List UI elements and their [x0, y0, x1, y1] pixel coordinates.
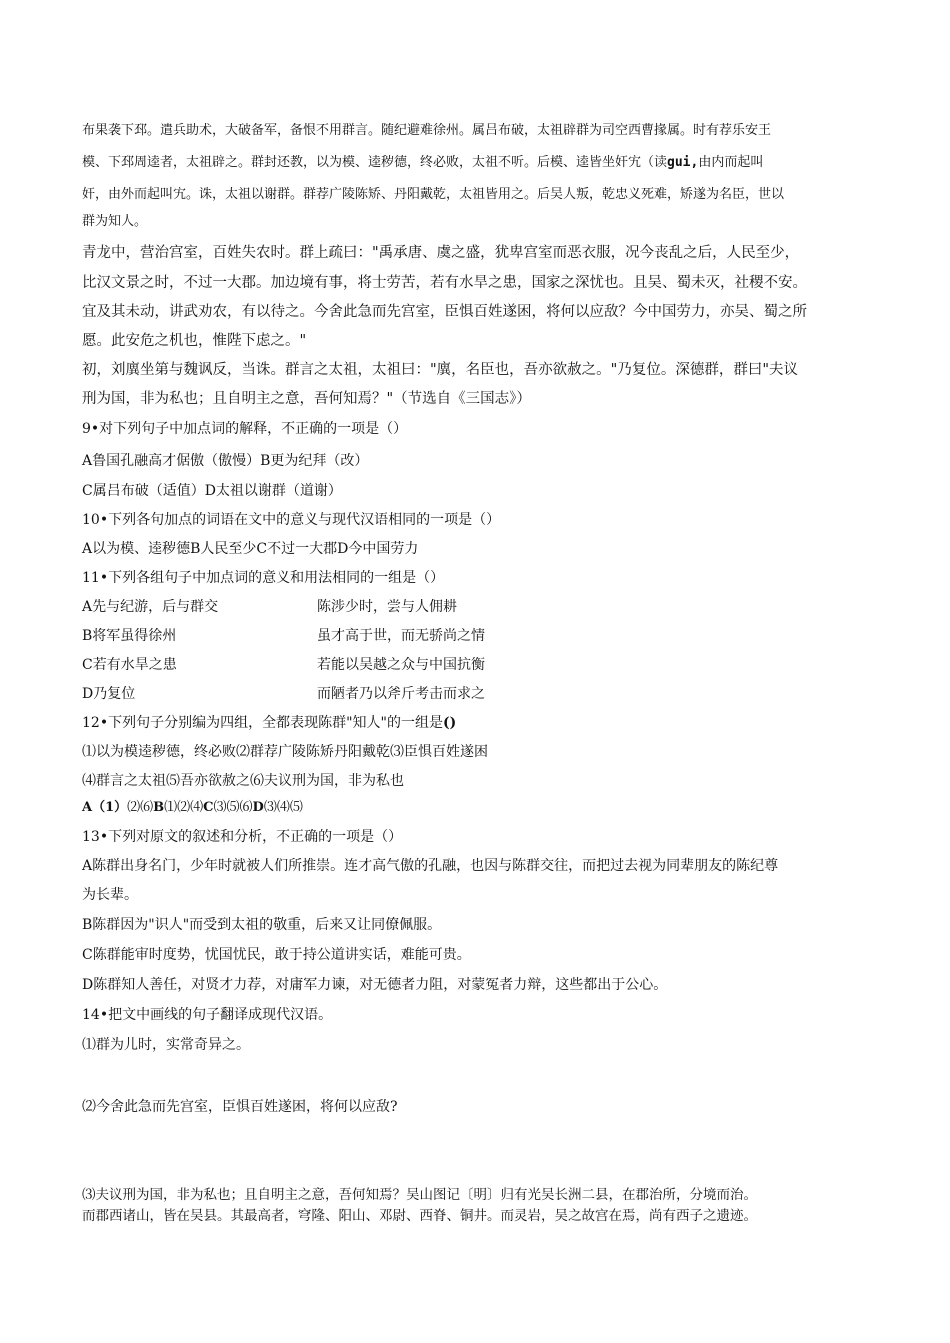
question-14-sentence-1: ⑴群为儿时，实常奇异之。 — [82, 1037, 250, 1053]
question-9-stem: 9•对下列句子中加点词的解释，不正确的一项是（） — [82, 421, 408, 437]
passage-line: 奸，由外而起叫宄。诛，太祖以谢群。群荐广陵陈矫、丹阳戴乾，太祖皆用之。后吴人叛，乾忠义死难，矫遂为名臣，世以 — [82, 187, 785, 202]
question-11-option-a-left: A先与纪游，后与群交 — [82, 599, 219, 615]
question-13-option-a: A陈群出身名门，少年时就被人们所推崇。连才高气傲的孔融，也因与陈群交往，而把过去视为同辈朋友的陈纪尊 — [82, 858, 779, 874]
passage-line: 布果袭下邳。遣兵助术，大破备军，备恨不用群言。随纪避难徐州。属吕布破，太祖辟群为司空西曹掾属。时有荐乐安王 — [82, 123, 772, 138]
question-12-answers: A（1）⑵⑹B⑴⑵⑷C⑶⑸⑹D⑶⑷⑸ — [82, 800, 303, 815]
question-14-stem: 14•把文中画线的句子翻译成现代汉语。 — [82, 1007, 333, 1023]
passage-line: 宜及其未动，讲武劝农，有以待之。今舍此急而先宫室，臣惧百姓遂困，将何以应敌？今中国劳力，亦吴、蜀之所 — [82, 304, 807, 320]
question-14-sentence-2: ⑵今舍此急而先宫室，臣惧百姓遂困，将何以应敌? — [82, 1099, 398, 1115]
passage-line: 初，刘廙坐第与魏讽反，当诛。群言之太祖，太祖曰："廙，名臣也，吾亦欲赦之。"乃复位。深德群，群曰"夫议 — [82, 362, 799, 378]
passage-wushan-line: 而郡西诸山，皆在吴县。其最高者，穹隆、阳山、邓尉、西脊、铜井。而灵岩，吴之故宫在焉，尚有西子之遗迹。 — [82, 1208, 757, 1224]
question-13-option-c: C陈群能审时度势，忧国忧民，敢于持公道讲实话，难能可贵。 — [82, 947, 471, 963]
question-12-items-2: ⑷群言之太祖⑸吾亦欲赦之⑹夫议刑为国，非为私也 — [82, 773, 404, 789]
passage-line: 愿。此安危之机也，惟陛下虑之。" — [82, 333, 307, 349]
question-13-option-b: B陈群因为"识人"而受到太祖的敬重，后来又让同僚佩服。 — [82, 917, 442, 933]
question-11-option-c-left: C若有水旱之患 — [82, 657, 177, 673]
passage-line: 青龙中，营治宫室，百姓失农时。群上疏曰："禹承唐、虞之盛，犹卑宫室而恶衣服，况今丧乱之后，人民至少， — [82, 245, 800, 261]
question-9-options-ab: A鲁国孔融高才倨傲（傲慢）B更为纪拜（改） — [82, 453, 369, 469]
question-11-option-b-left: B将军虽得徐州 — [82, 628, 177, 644]
question-10-stem: 10•下列各句加点的词语在文中的意义与现代汉语相同的一项是（） — [82, 512, 501, 528]
passage-line: 群为知人。 — [82, 214, 148, 229]
question-11-option-d-left: D乃复位 — [82, 686, 136, 702]
passage-line: 比汉文景之时，不过一大郡。加边境有事，将士劳苦，若有水旱之患，国家之深忧也。且吴、蜀未灭，社稷不安。 — [82, 275, 807, 291]
passage-line: 模、下邳周逵者，太祖辟之。群封还教，以为模、逵秽德，终必败，太祖不听。后模、逵皆坐奸宄（读gui,由内而起叫 — [82, 155, 764, 170]
question-11-option-a-right: 陈涉少时，尝与人佣耕 — [317, 599, 457, 615]
question-11-option-b-right: 虽才高于世，而无骄尚之情 — [317, 628, 485, 644]
question-10-options: A以为模、逵秽德B人民至少C不过一大郡D今中国劳力 — [82, 541, 419, 557]
question-13-option-d: D陈群知人善任，对贤才力荐，对庸军力谏，对无德者力阻，对蒙冤者力辩，这些都出于公心。 — [82, 977, 668, 993]
question-12-items-1: ⑴以为模逵秽德，终必败⑵群荐广陵陈矫丹阳戴乾⑶臣惧百姓遂困 — [82, 744, 488, 760]
question-11-option-c-right: 若能以吴越之众与中国抗衡 — [317, 657, 485, 673]
passage-line: 刑为国，非为私也；且自明主之意，吾何知焉？"（节选自《三国志》） — [82, 391, 531, 407]
question-11-option-d-right: 而陋者乃以斧斤考击而求之 — [317, 686, 485, 702]
question-13-option-a-cont: 为长辈。 — [82, 887, 138, 903]
question-14-sentence-3: ⑶夫议刑为国，非为私也；且自明主之意，吾何知焉？吴山图记〔明〕归有光吴长洲二县，在郡治所，分境而治。 — [82, 1187, 757, 1203]
question-11-stem: 11•下列各组句子中加点词的意义和用法相同的一组是（） — [82, 570, 445, 586]
question-9-options-cd: C属吕布破（适值）D太祖以谢群（道谢） — [82, 483, 342, 499]
question-12-stem: 12•下列句子分别编为四组，全都表现陈群"知人"的一组是() — [82, 715, 457, 731]
question-13-stem: 13•下列对原文的叙述和分析，不正确的一项是（） — [82, 829, 403, 845]
